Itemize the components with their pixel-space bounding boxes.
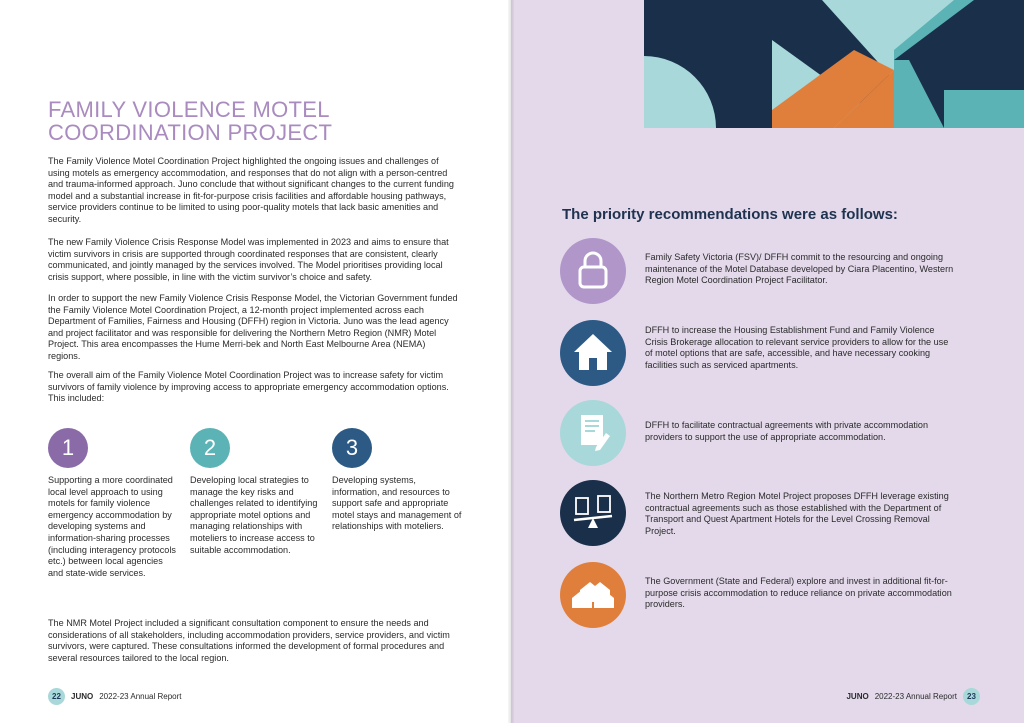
geometric-decoration <box>644 0 1024 128</box>
aim-text-3: Developing systems, information, and resources to support safe and appropriate motel stays and management of relationships with moteliers. <box>332 475 462 532</box>
aim-text-2: Developing local strategies to manage the key risks and challenges related to identifying appropriate motel options and managing relationships with moteliers to increase access to suitable accommodation. <box>190 475 318 555</box>
recommendation-item <box>560 400 980 466</box>
left-page <box>0 0 511 723</box>
paragraph-funding: In order to support the new Family Violence Crisis Response Model, the Victorian Government funded the Family Violence Motel Coordination Project, a 12-month project implemented across each Department of Families, Fairness and Housing (DFFH) region in Victoria. Juno was the lead agency and project facilitator and was responsible for delivering the Northern Metro Region (NMR) Motel Project. This area encompasses the Hume Merri-bek and North East Melbourne Area (NEMA) regions. <box>48 293 458 361</box>
aim-number-2: 2 <box>190 428 230 468</box>
paragraph-aim: The overall aim of the Family Violence Motel Coordination Project was to increase safety for victim survivors of family violence by improving access to appropriate emergency accommodation options. This included: <box>48 370 449 404</box>
recommendation-item <box>560 320 980 386</box>
contract-icon <box>560 400 626 466</box>
recommendation-item <box>560 562 980 628</box>
recommendation-text: DFFH to increase the Housing Establishment Fund and Family Violence Crisis Brokerage allocation to relevant service providers to allow for the use of motel options that are safe, accessible, and have necessary cooking facilities such as serviced apartments. <box>645 325 949 370</box>
page-number: 22 <box>48 688 65 705</box>
spine-shadow <box>508 0 514 723</box>
recommendation-text: The Government (State and Federal) explore and invest in additional fit-for-purpose crisis accommodation to reduce reliance on private accommodation providers. <box>645 576 952 610</box>
paragraph-consultation: The NMR Motel Project included a significant consultation component to ensure the needs and considerations of all stakeholders, including accommodation providers, service providers, and victim survivors, were captured. These consultations informed the development of formal procedures and several resources tailored to the local region. <box>48 618 450 663</box>
aim-number-3: 3 <box>332 428 372 468</box>
page-title: FAMILY VIOLENCE MOTEL COORDINATION PROJECT <box>48 97 333 145</box>
footer-report-title: 2022-23 Annual Report <box>874 692 957 701</box>
footer-brand: JUNO <box>846 692 869 701</box>
recommendation-text: Family Safety Victoria (FSV)/ DFFH commit to the resourcing and ongoing maintenance of the Motel Database developed by Ciara Placentino, Western Region Motel Coordination Project Facilitator. <box>645 252 954 286</box>
paragraph-intro: The Family Violence Motel Coordination Project highlighted the ongoing issues and challenges of using motels as emergency accommodation, and responses that do not align with a person-centred and trauma-informed approach. Juno conclude that without significant changes to the current funding model and a substantial increase in fit-for-purpose crisis facilities and affordable housing pathways, service providers continue to be limited to using poor-quality motels that lack basic amenities and security. <box>48 156 454 224</box>
recommendation-item <box>560 480 980 546</box>
houses-icon <box>560 562 626 628</box>
recommendation-text: DFFH to facilitate contractual agreements with private accommodation providers to support the use of appropriate accommodation. <box>645 420 929 442</box>
footer-report-title: 2022-23 Annual Report <box>99 692 182 701</box>
house-icon <box>560 320 626 386</box>
lock-icon <box>560 238 626 304</box>
recommendations-heading: The priority recommendations were as follows: <box>562 206 898 223</box>
recommendation-text: The Northern Metro Region Motel Project proposes DFFH leverage existing contractual agreements such as those established with the Department of Transport and Quest Apartment Hotels for the Level Crossing Removal Project. <box>645 491 949 536</box>
footer-right <box>846 688 980 705</box>
paragraph-crisis-model: The new Family Violence Crisis Response Model was implemented in 2023 and aims to ensure that victim survivors in crisis are supported through coordinated responses that are consistent, clearly communicated, and jointly managed by the services involved. The Model prioritises providing local crisis support, where possible, in line with the victim survivor’s choice and safety. <box>48 237 449 282</box>
footer-brand: JUNO <box>71 692 94 701</box>
aim-text-1: Supporting a more coordinated local level approach to using motels for family violence emergency accommodation by developing systems and information-sharing processes (including interagency protocols etc.) between local agencies and state-wide services. <box>48 475 176 578</box>
aim-number-1: 1 <box>48 428 88 468</box>
footer-left <box>48 688 182 705</box>
right-page <box>511 0 1024 723</box>
balance-documents-icon <box>560 480 626 546</box>
recommendation-item <box>560 238 980 304</box>
page-number: 23 <box>963 688 980 705</box>
